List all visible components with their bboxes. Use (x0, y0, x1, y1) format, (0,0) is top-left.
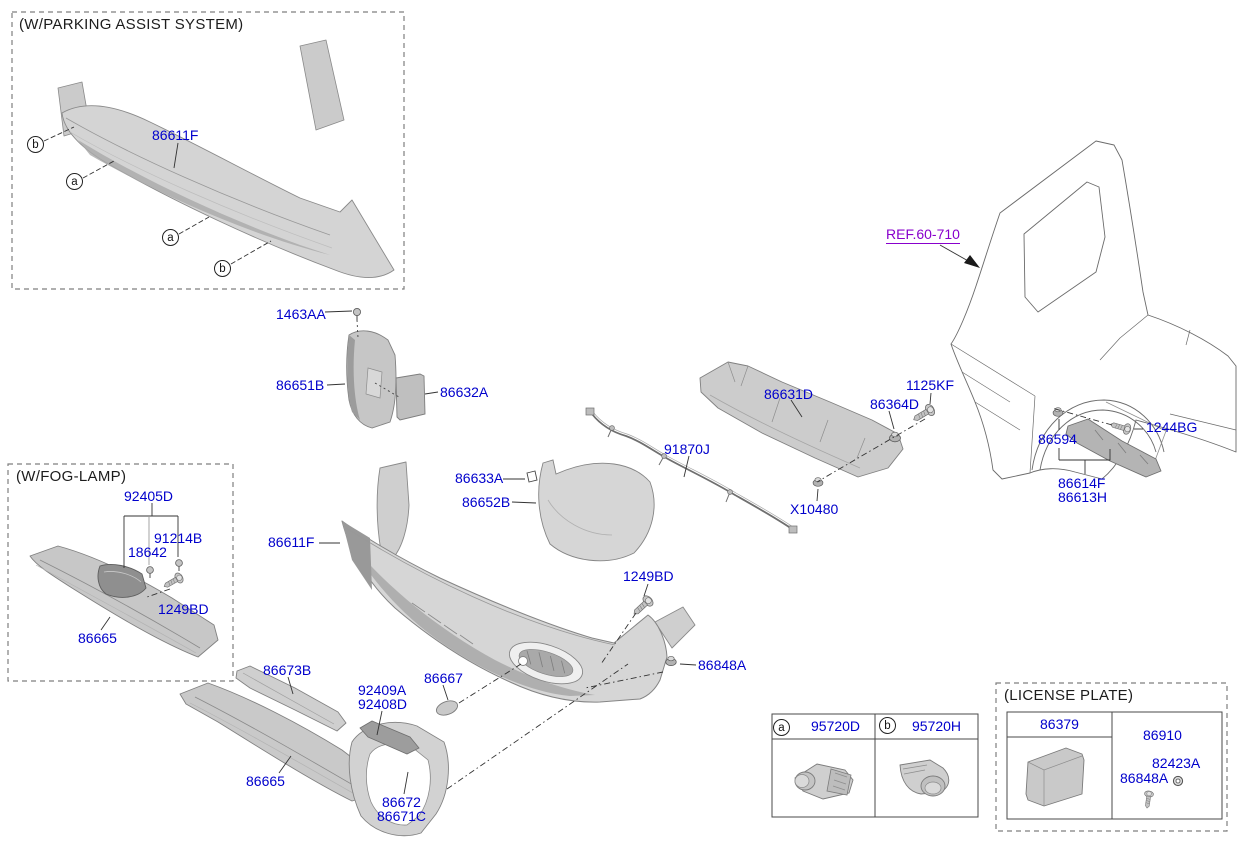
part-label-86633A: 86633A (455, 470, 504, 486)
callout-marker-b-3: b (214, 260, 231, 277)
part-label-86632A: 86632A (440, 384, 489, 400)
sensor-table-marker-b: b (879, 717, 896, 734)
nut-82423A (1173, 776, 1182, 785)
part-label-license-nut: 82423A (1152, 755, 1201, 771)
part-label-91214B: 91214B (154, 530, 203, 546)
absorber-86631D (700, 362, 903, 477)
part-label-86848A: 86848A (698, 657, 747, 673)
part-label-1249BD: 1249BD (623, 568, 674, 584)
callout-marker-a-1: a (66, 173, 83, 190)
part-label-1249BD: 1249BD (158, 601, 209, 617)
part-label-license-pad: 86379 (1040, 716, 1079, 732)
part-label-86594: 86594 (1038, 431, 1077, 447)
ref-body-panel-link[interactable]: REF.60-710 (886, 226, 960, 242)
corner-86652B (539, 460, 654, 561)
screw-91214B (176, 560, 183, 571)
part-label-86611F: 86611F (268, 534, 315, 550)
screw-1463AA (353, 308, 360, 320)
part-label-1463AA: 1463AA (276, 306, 326, 322)
callout-marker-a-2: a (162, 229, 179, 246)
callout-marker-b-0: b (27, 136, 44, 153)
part-label-92405D: 92405D (124, 488, 174, 504)
part-label-86652B: 86652B (462, 494, 511, 510)
ref-arrowhead (964, 255, 980, 268)
part-label-1125KF: 1125KF (906, 377, 954, 393)
part-label-92409A: 92409A (358, 682, 407, 698)
fog-lamp-box-title: (W/FOG-LAMP) (16, 468, 127, 485)
grommet-X10480 (813, 478, 823, 487)
part-label-sensor-b: 95720H (912, 718, 962, 734)
side-bracket-86651B (347, 331, 396, 428)
part-label-86665: 86665 (246, 773, 285, 789)
part-label-91870J: 91870J (664, 441, 710, 457)
part-label-86672: 86672 (382, 794, 421, 810)
part-label-86611F: 86611F (152, 127, 199, 143)
bolt-1249BD-main (630, 594, 655, 618)
clip-86633A (527, 471, 537, 482)
part-label-86631D: 86631D (764, 386, 814, 402)
pad-86632A (396, 374, 425, 420)
part-label-86671C: 86671C (377, 808, 427, 824)
part-label-license-bracket: 86910 (1143, 727, 1182, 743)
part-label-18642: 18642 (128, 544, 167, 560)
bolt-1249BD-fog (161, 572, 184, 592)
part-label-86673B: 86673B (263, 662, 312, 678)
part-label-sensor-a: 95720D (811, 718, 861, 734)
part-label-X10480: X10480 (790, 501, 839, 517)
part-label-86651B: 86651B (276, 377, 325, 393)
part-label-license-screw: 86848A (1120, 770, 1169, 786)
part-label-92408D: 92408D (358, 696, 408, 712)
part-label-86665: 86665 (78, 630, 117, 646)
part-label-86614F: 86614F (1058, 475, 1106, 491)
part-label-86667: 86667 (424, 670, 463, 686)
license-plate-box-title: (LICENSE PLATE) (1004, 687, 1134, 704)
screw-18642 (147, 567, 154, 578)
parking-bumper-illustration (58, 40, 394, 278)
part-label-1244BG: 1244BG (1146, 419, 1198, 435)
sensor-table-marker-a: a (773, 719, 790, 736)
parking-assist-box-title: (W/PARKING ASSIST SYSTEM) (19, 16, 244, 33)
clip-86848A-main (666, 656, 676, 665)
fog-lamp-92405D (98, 564, 146, 597)
part-label-86364D: 86364D (870, 396, 920, 412)
part-label-86613H: 86613H (1058, 489, 1108, 505)
towhook-cover-86667 (434, 698, 459, 718)
